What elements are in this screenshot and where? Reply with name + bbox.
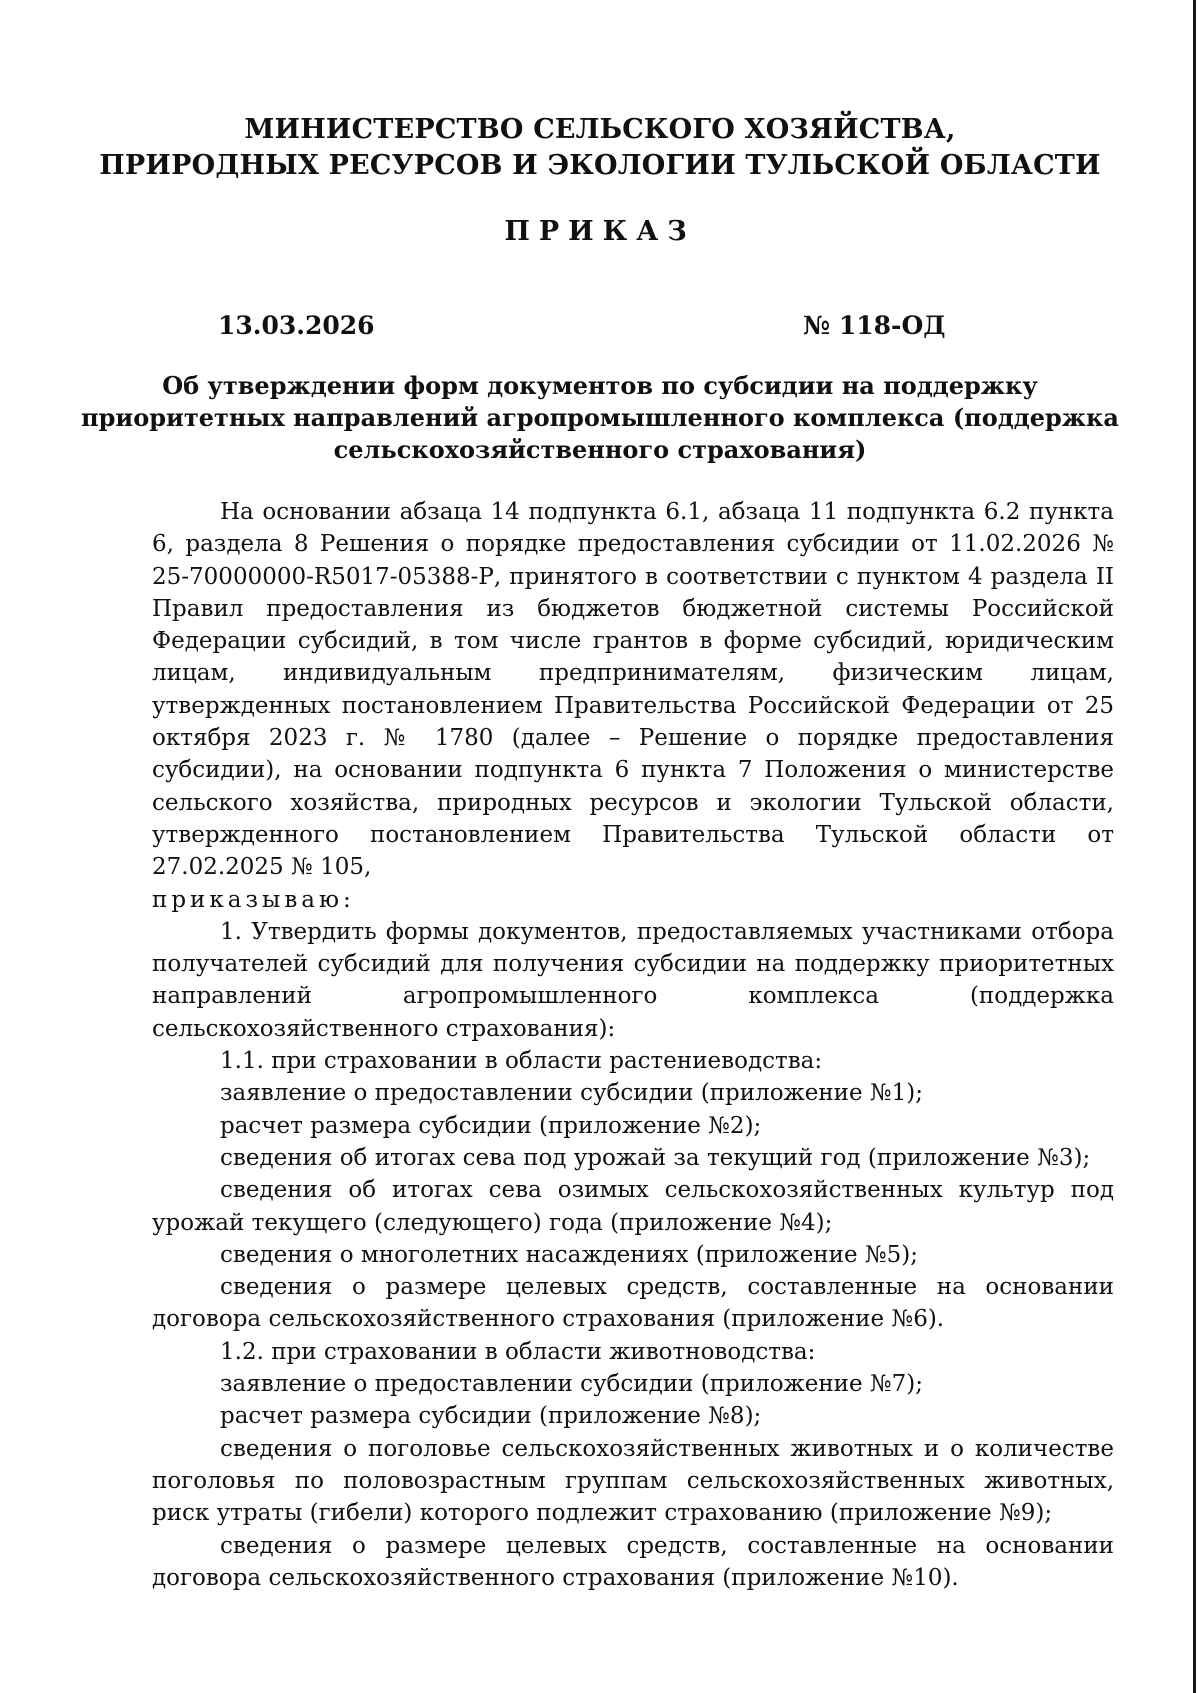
item-1-1-a: заявление о предоставлении субсидии (приложение №1); bbox=[220, 1080, 924, 1107]
item-1-2-a: заявление о предоставлении субсидии (приложение №7); bbox=[220, 1371, 924, 1398]
ministry-header-line-2: ПРИРОДНЫХ РЕСУРСОВ И ЭКОЛОГИИ ТУЛЬСКОЙ ОБЛАСТИ bbox=[99, 150, 1101, 181]
document-date: 13.03.2026 bbox=[218, 311, 375, 340]
preamble-paragraph bbox=[152, 496, 1114, 916]
item-1-1-f: сведения о размере целевых средств, составленные на основании договора сельскохозяйственного страхования (приложение №6). bbox=[152, 1274, 1114, 1333]
scan-edge-line bbox=[1193, 0, 1196, 1693]
ministry-header bbox=[0, 112, 1200, 184]
item-1-1-d: сведения об итогах сева озимых сельскохозяйственных культур под урожай текущего (следующего) года (приложение №4); bbox=[152, 1177, 1114, 1236]
document-number: № 118-ОД bbox=[803, 311, 946, 340]
item-1-1: 1.1. при страховании в области растениеводства: bbox=[220, 1048, 823, 1075]
item-1-1-e: сведения о многолетних насаждениях (приложение №5); bbox=[220, 1241, 919, 1268]
item-1-2: 1.2. при страховании в области животноводства: bbox=[220, 1338, 816, 1365]
item-1-2-d: сведения о размере целевых средств, составленные на основании договора сельскохозяйственного страхования (приложение №10). bbox=[152, 1532, 1114, 1591]
document-type: ПРИКАЗ bbox=[504, 216, 696, 247]
item-1: 1. Утвердить формы документов, предоставляемых участниками отбора получателей субсидий для получения субсидии на поддержку приоритетных направлений агропромышленного комплекса (поддержка сельскохозяйственного страхования): bbox=[152, 918, 1114, 1042]
document-body bbox=[152, 496, 1114, 1594]
item-1-1-c: сведения об итогах сева под урожай за текущий год (приложение №3); bbox=[220, 1144, 1091, 1171]
document-title bbox=[0, 370, 1200, 466]
preamble-text: На основании абзаца 14 подпункта 6.1, абзаца 11 подпункта 6.2 пункта 6, раздела 8 Решения о порядке предоставления субсидии от 11.02.2026 № 25-70000000-R5017-05388-Р, принятого в соответствии с пунктом 4 раздела II Правил предоставления из бюджетов бюджетной системы Российской Федерации субсидий, в том числе грантов в форме субсидий, юридическим лицам, индивидуальным предпринимателям, физическим лицам, утвержденных постановлением Правительства Российской Федерации от 25 октября 2023 г. № 1780 (далее – Решение о порядке предоставления субсидии), на основании подпункта 6 пункта 7 Положения о министерстве сельского хозяйства, природных ресурсов и экологии Тульской области, утвержденного постановлением Правительства Тульской области от 27.02.2025 № 105, bbox=[152, 499, 1114, 881]
item-1-2-b: расчет размера субсидии (приложение №8); bbox=[220, 1403, 762, 1430]
order-word: приказываю: bbox=[152, 886, 355, 913]
document-title-line-3: сельскохозяйственного страхования) bbox=[333, 435, 867, 464]
document-title-line-2: приоритетных направлений агропромышленного комплекса (поддержка bbox=[81, 403, 1119, 432]
ministry-header-line-1: МИНИСТЕРСТВО СЕЛЬСКОГО ХОЗЯЙСТВА, bbox=[244, 114, 956, 145]
item-1-2-c: сведения о поголовье сельскохозяйственных животных и о количестве поголовья по половозрастным группам сельскохозяйственных животных, риск утраты (гибели) которого подлежит страхованию (приложение №9); bbox=[152, 1435, 1114, 1527]
document-title-line-1: Об утверждении форм документов по субсидии на поддержку bbox=[162, 371, 1038, 400]
item-1-1-b: расчет размера субсидии (приложение №2); bbox=[220, 1112, 762, 1139]
